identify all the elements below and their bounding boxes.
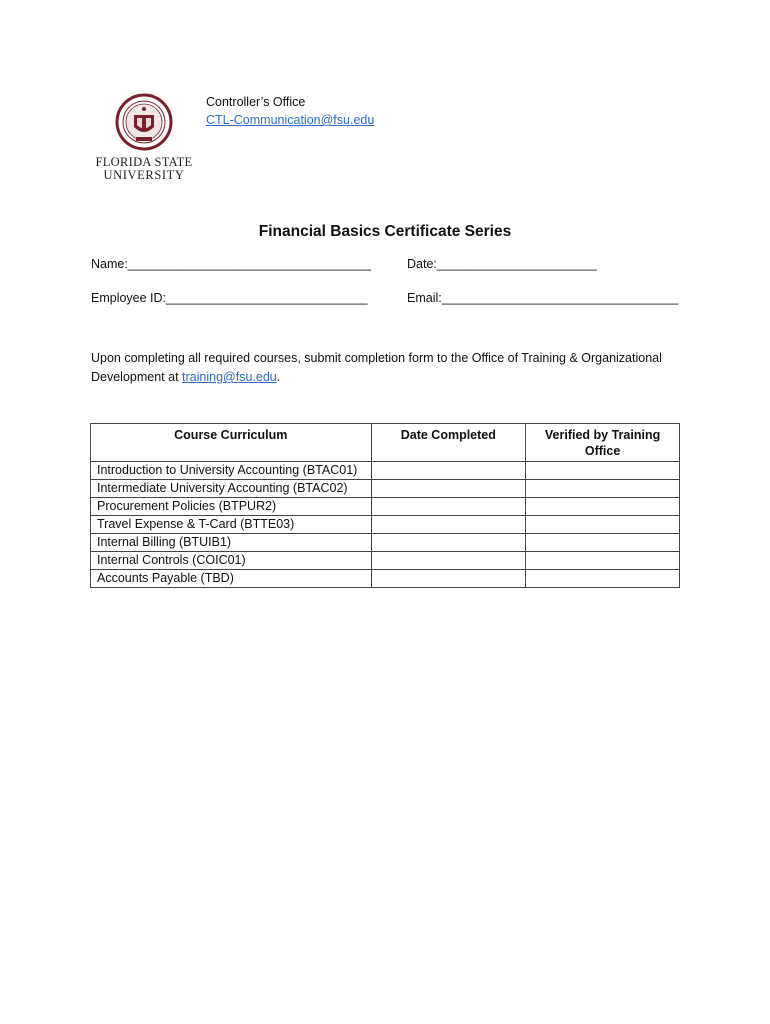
table-header-row [91,424,680,462]
course-cell: Travel Expense & T-Card (BTTE03) [91,516,372,534]
date-completed-cell[interactable] [371,498,526,516]
date-completed-cell[interactable] [371,480,526,498]
course-cell: Internal Controls (COIC01) [91,552,372,570]
verified-cell[interactable] [526,516,680,534]
employee-id-field[interactable]: Employee ID:_____________________________ [91,291,368,305]
header-date-completed: Date Completed [371,424,526,462]
date-field[interactable]: Date:_______________________ [407,257,597,271]
instructions-paragraph [91,349,691,387]
instructions-text: Upon completing all required courses, submit completion form to the Office of Training & Organizational Development at [91,351,662,384]
name-field[interactable]: Name:___________________________________ [91,257,372,271]
email-field[interactable]: Email:__________________________________ [407,291,679,305]
course-cell: Introduction to University Accounting (BTAC01) [91,462,372,480]
table-row [91,498,680,516]
office-email-link[interactable]: CTL-Communication@fsu.edu [206,113,375,127]
date-completed-cell[interactable] [371,534,526,552]
date-completed-cell[interactable] [371,462,526,480]
verified-cell[interactable] [526,462,680,480]
date-completed-cell[interactable] [371,570,526,588]
course-cell: Procurement Policies (BTPUR2) [91,498,372,516]
training-email-link[interactable]: training@fsu.edu [182,370,277,384]
verified-cell[interactable] [526,534,680,552]
course-cell: Internal Billing (BTUIB1) [91,534,372,552]
verified-cell[interactable] [526,480,680,498]
header-course-curriculum: Course Curriculum [91,424,372,462]
university-name-line2: UNIVERSITY [103,168,185,182]
verified-cell[interactable] [526,552,680,570]
course-cell: Accounts Payable (TBD) [91,570,372,588]
date-completed-cell[interactable] [371,516,526,534]
table-row [91,516,680,534]
course-cell: Intermediate University Accounting (BTAC02) [91,480,372,498]
office-name: Controller’s Office [206,95,306,109]
table-row [91,480,680,498]
course-curriculum-table [90,423,680,588]
instructions-text-end: . [276,370,281,384]
table-row [91,534,680,552]
verified-cell[interactable] [526,498,680,516]
header-verified-by-training-office: Verified by Training Office [526,424,680,462]
page-title: Financial Basics Certificate Series [258,223,512,240]
seal-icon [115,93,173,151]
table-row [91,570,680,588]
table-row [91,462,680,480]
table-row [91,552,680,570]
date-completed-cell[interactable] [371,552,526,570]
university-name-line1: FLORIDA STATE [95,155,193,169]
verified-cell[interactable] [526,570,680,588]
